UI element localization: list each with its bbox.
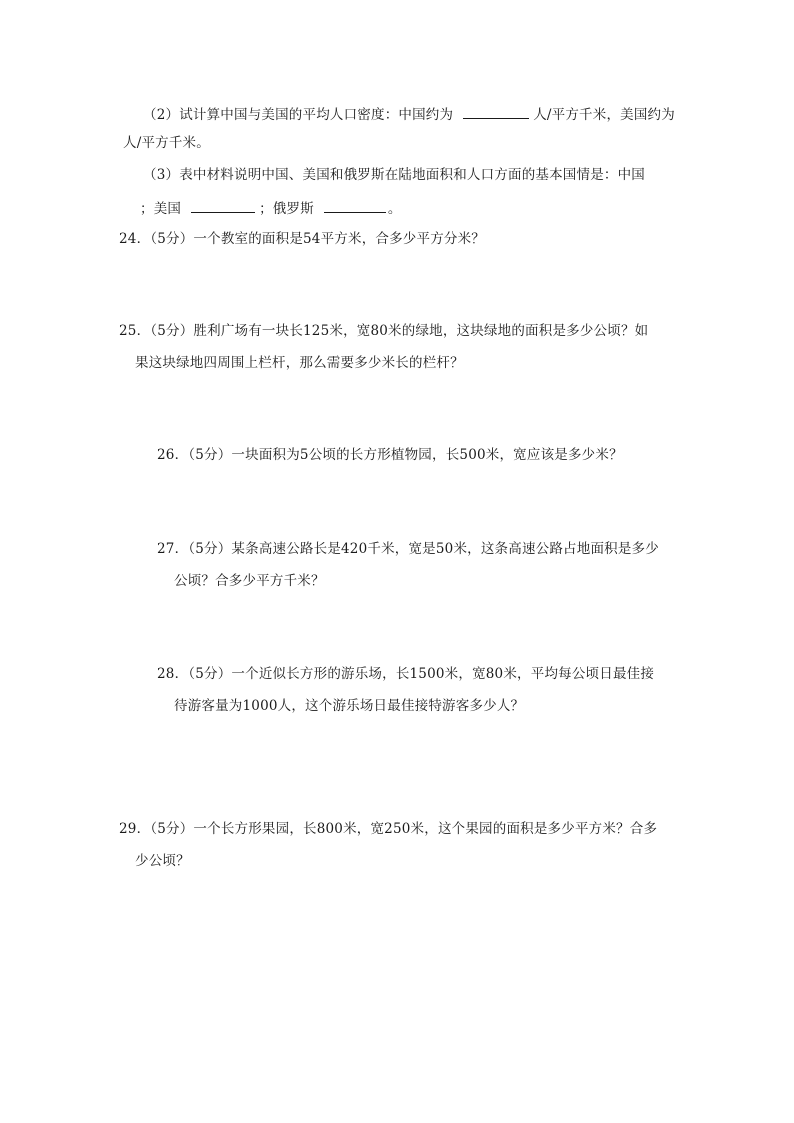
question-29-line1 bbox=[119, 820, 657, 838]
part3-text-b: ；美国 bbox=[140, 201, 182, 217]
question-28-text-b: 待游客量为1000人，这个游乐场日最佳接特游客多少人？ bbox=[174, 698, 525, 714]
question-27-line1 bbox=[157, 540, 659, 558]
part2-text-b: 人/平方千米，美国约为 bbox=[533, 107, 675, 123]
part3-text-a: （3）表中材料说明中国、美国和俄罗斯在陆地面积和人口方面的基本国情是：中国 bbox=[143, 167, 645, 183]
question-27-line2 bbox=[174, 572, 325, 590]
part2-line1 bbox=[143, 104, 675, 124]
question-26-text: 26．（5分）一块面积为5公顷的长方形植物园，长500米，宽应该是多少米？ bbox=[157, 447, 623, 463]
answer-blank-usa[interactable] bbox=[191, 198, 255, 213]
part3-text-d: 。 bbox=[387, 201, 402, 217]
question-27-text-a: 27．（5分）某条高速公路长是420千米，宽是50米，这条高速公路占地面积是多少 bbox=[157, 541, 659, 557]
part2-line2 bbox=[123, 134, 210, 152]
question-29-line2 bbox=[135, 852, 190, 870]
question-28-text-a: 28．（5分）一个近似长方形的游乐场，长1500米，宽80米，平均每公顷日最佳接 bbox=[157, 666, 655, 682]
part3-line2 bbox=[140, 198, 402, 218]
answer-blank-china-density[interactable] bbox=[463, 104, 529, 119]
part2-text-a: （2）试计算中国与美国的平均人口密度：中国约为 bbox=[143, 107, 454, 123]
question-29-text-a: 29．（5分）一个长方形果园，长800米，宽250米，这个果园的面积是多少平方米？合多 bbox=[119, 821, 658, 837]
question-29-text-b: 少公顷？ bbox=[135, 853, 190, 869]
answer-blank-russia[interactable] bbox=[324, 198, 386, 213]
question-26 bbox=[157, 446, 623, 464]
question-27-text-b: 公顷？合多少平方千米？ bbox=[174, 573, 325, 589]
part2-text-c: 人/平方千米。 bbox=[123, 135, 210, 151]
part3-text-c: ；俄罗斯 bbox=[259, 201, 314, 217]
question-28-line2 bbox=[174, 697, 524, 715]
question-25-text-a: 25．（5分）胜利广场有一块长125米，宽80米的绿地，这块绿地的面积是多少公顷？如 bbox=[119, 323, 649, 339]
question-25-line2 bbox=[135, 354, 464, 372]
question-25-text-b: 果这块绿地四周围上栏杆，那么需要多少米长的栏杆？ bbox=[135, 355, 464, 371]
question-24 bbox=[119, 230, 485, 248]
question-24-text: 24．（5分）一个教室的面积是54平方米，合多少平方分米？ bbox=[119, 231, 485, 247]
question-25-line1 bbox=[119, 322, 648, 340]
question-28-line1 bbox=[157, 665, 654, 683]
part3-line1 bbox=[143, 166, 645, 184]
